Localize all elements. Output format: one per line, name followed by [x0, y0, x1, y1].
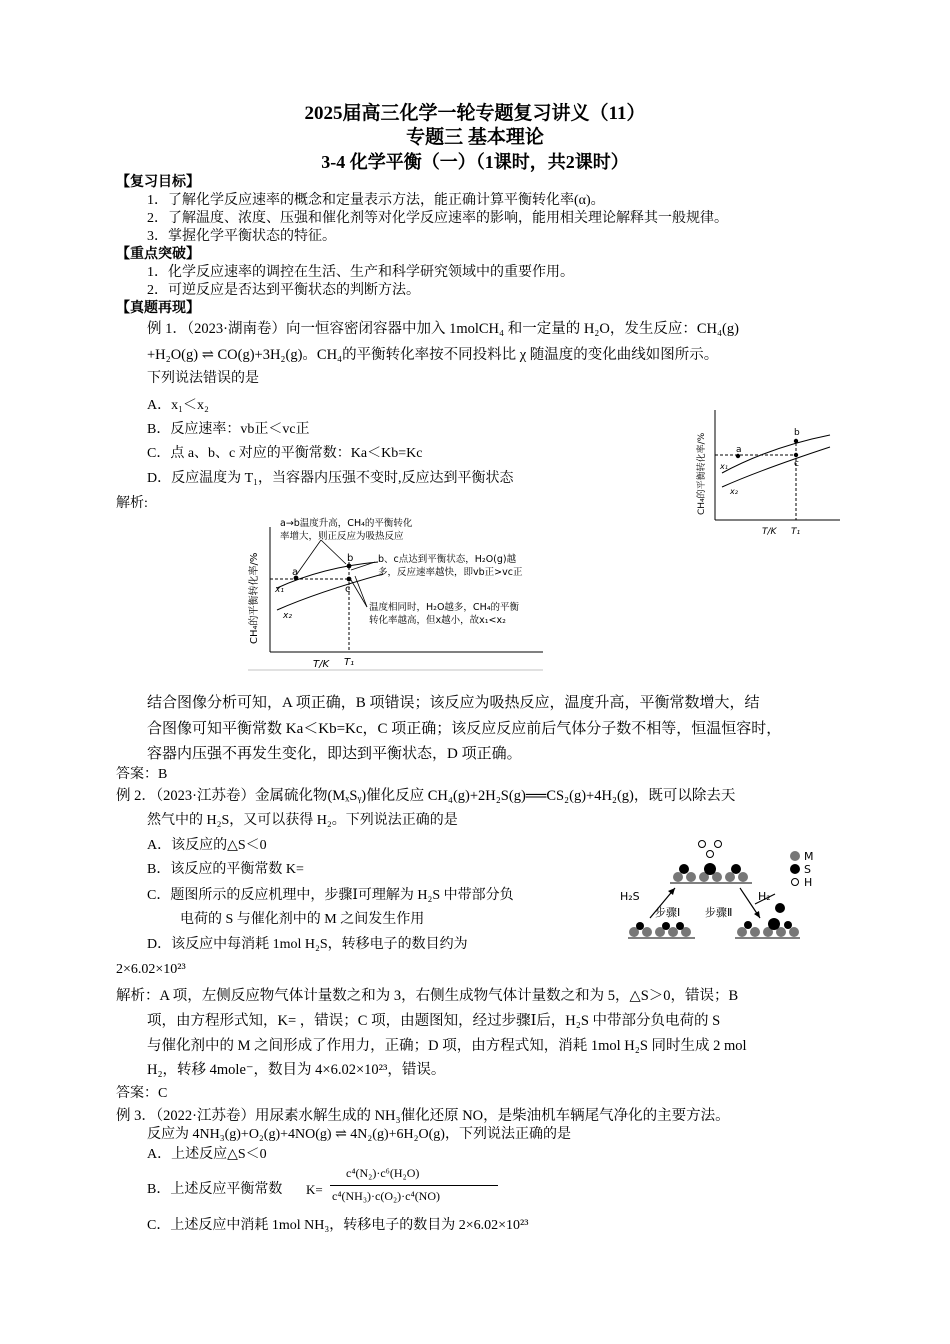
ex1-conclusion-3: 容器内压强不再发生变化，即达到平衡状态，D 项正确。	[147, 746, 522, 762]
ex3-k-prefix: K=	[306, 1182, 323, 1197]
ex2-option-c-line-1: C．题图所示的反应机理中，步骤Ⅰ可理解为 H₂S 中带部分负	[147, 888, 514, 903]
ex1-option-a: A．x₁＜x₂	[147, 398, 209, 413]
ex1-question-chart	[690, 405, 850, 545]
point-b	[794, 439, 798, 443]
legend-s-icon	[790, 864, 800, 874]
ex1-line-2: +H₂O(g) ⇌ CO(g)+3H₂(g)。CH₄的平衡转化率按不同投料比 χ 随温度的变化曲线如图所示。	[147, 347, 719, 363]
title-line-1: 2025届高三化学一轮专题复习讲义（11）	[304, 103, 646, 124]
label-step2: 步骤Ⅱ	[705, 906, 733, 919]
legend-s: S	[804, 863, 811, 876]
goal-item-1: 1．了解化学反应速率的概念和定量表示方法，能正确计算平衡转化率(α)。	[147, 193, 605, 208]
label-yaxis: CH₄的平衡转化率/%	[249, 552, 260, 644]
focus-item-2: 2．可逆反应是否达到平衡状态的判断方法。	[147, 283, 420, 298]
label-x2: x₂	[730, 487, 738, 496]
title-line-2: 专题三 基本理论	[406, 127, 544, 148]
ex2-analysis-2: 项，由方程形式知，K= ，错误；C 项，由题图知，经过步骤Ⅰ后，H₂S 中带部分负电荷的 S	[147, 1013, 721, 1029]
note-1-line-2: 率增大，则正反应为吸热反应	[280, 531, 404, 542]
ex3-option-b: B．上述反应平衡常数	[147, 1182, 283, 1197]
ex1-analysis-label: 解析:	[116, 496, 148, 511]
exam-heading: 【真题再现】	[116, 301, 200, 316]
ex2-mechanism-figure	[620, 836, 840, 946]
ex1-conclusion-2: 合图像可知平衡常数 Ka＜Kb=Kc，C 项正确；该反应反应前后气体分子数不相等，恒温恒容时，	[147, 721, 782, 737]
ex1-line-1: 例 1．（2023·湖南卷）向一恒容密闭容器中加入 1molCH₄ 和一定量的 H₂O，发生反应：CH₄(g)	[147, 321, 739, 337]
ex2-analysis-4: H₂，转移 4mole⁻，数目为 4×6.02×10²³，错误。	[147, 1062, 446, 1078]
label-c: c	[345, 584, 351, 595]
label-c: c	[794, 459, 799, 469]
label-yaxis: CH₄的平衡转化率/%	[697, 432, 707, 515]
label-x1: x₁	[275, 585, 284, 595]
ex1-option-c: C．点 a、b、c 对应的平衡常数：Ka＜Kb=Kc	[147, 446, 423, 461]
label-xaxis: T/K	[313, 659, 330, 670]
ex2-answer: 答案：C	[116, 1086, 168, 1101]
ex2-analysis-3: 与催化剂中的 M 之间形成了作用力，正确；D 项，由方程式知，消耗 1mol H₂S 同时生成 2 mol	[147, 1038, 747, 1054]
ex2-analysis-1: 解析：A 项，左侧反应物气体计量数之和为 3，右侧生成物气体计量数之和为 5，△S＞0，错误；B	[116, 988, 739, 1004]
label-xaxis: T/K	[762, 527, 777, 537]
goals-heading: 【复习目标】	[116, 175, 200, 190]
note-1-line-1: a→b温度升高，CH₄的平衡转化	[280, 518, 413, 529]
label-step1: 步骤Ⅰ	[655, 906, 681, 919]
focus-item-1: 1．化学反应速率的调控在生活、生产和科学研究领域中的重要作用。	[147, 265, 574, 280]
arrow-step2-head	[754, 911, 760, 918]
note-3-line-1: 温度相同时，H₂O越多，CH₄的平衡	[369, 602, 520, 613]
label-x2: x₂	[283, 611, 292, 621]
catalyst-left	[628, 922, 695, 938]
focus-heading: 【重点突破】	[116, 247, 200, 262]
ex3-line-2: 反应为 4NH₃(g)+O₂(g)+4NO(g) ⇌ 4N₂(g)+6H₂O(g)，下列说法正确的是	[147, 1127, 571, 1142]
ex2-line-1: 例 2．（2023·江苏卷）金属硫化物(MₓSᵧ)催化反应 CH₄(g)+2H₂S(g)══CS₂(g)+4H₂(g)，既可以除去天	[116, 788, 736, 804]
point-b	[347, 564, 352, 569]
label-a: a	[736, 445, 742, 455]
note-2-line-1: b、c点达到平衡状态，H₂O(g)越	[378, 554, 517, 565]
goal-item-3: 3．掌握化学平衡状态的特征。	[147, 229, 336, 244]
ex1-option-b: B．反应速率：vb正＜vc正	[147, 422, 310, 437]
label-a: a	[292, 567, 299, 578]
note-2-line-2: 多，反应速率越快，即vb正>vc正	[378, 567, 523, 578]
ex1-conclusion-1: 结合图像分析可知，A 项正确，B 项错误；该反应为吸热反应，温度升高，平衡常数增大，结	[147, 695, 760, 711]
legend-m-icon	[790, 851, 800, 861]
legend-m: M	[804, 850, 814, 863]
label-t1: T₁	[344, 657, 355, 668]
ex2-option-a: A．该反应的△S＜0	[147, 838, 267, 853]
ex2-option-d-line-2: 2×6.02×10²³	[116, 962, 186, 977]
ex1-analysis-chart	[243, 512, 553, 672]
ex3-k-numerator: c⁴(N₂)·c⁶(H₂O)	[346, 1166, 420, 1180]
label-b: b	[794, 428, 800, 438]
ex2-line-2: 然气中的 H₂S，又可以获得 H₂。下列说法正确的是	[147, 813, 458, 828]
ex1-answer: 答案：B	[116, 767, 168, 782]
legend-h-icon	[792, 879, 799, 886]
ex3-k-fraction-bar	[330, 1185, 498, 1186]
ex1-option-d: D．反应温度为 T₁，当容器内压强不变时,反应达到平衡状态	[147, 471, 514, 486]
label-h2: H₂	[758, 890, 771, 903]
pointer-1b	[321, 540, 346, 564]
label-b: b	[347, 553, 354, 564]
ex2-option-b: B．该反应的平衡常数 K=	[147, 862, 304, 877]
label-t1: T₁	[791, 527, 801, 537]
pointer-3b	[351, 580, 367, 607]
point-c	[794, 453, 798, 457]
goal-item-2: 2．了解温度、浓度、压强和催化剂等对化学反应速率的影响，能用相关理论解释其一般规律。	[147, 211, 728, 226]
ex2-option-c-line-2: 电荷的 S 与催化剂中的 M 之间发生作用	[180, 912, 425, 927]
note-3-line-2: 转化率越高，但x越小，故x₁<x₂	[369, 615, 506, 626]
ex3-line-1: 例 3．（2022·江苏卷）用尿素水解生成的 NH₃催化还原 NO，是柴油机车辆尾气净化的主要方法。	[116, 1108, 730, 1124]
point-c	[347, 577, 352, 582]
label-h2s: H₂S	[620, 890, 640, 903]
ex1-line-3: 下列说法错误的是	[147, 371, 259, 386]
title-line-3: 3-4 化学平衡（一）（1课时，共2课时）	[321, 152, 629, 172]
catalyst-top	[670, 841, 752, 884]
ex3-option-a: A．上述反应△S＜0	[147, 1147, 267, 1162]
catalyst-right	[735, 903, 800, 938]
ex2-option-d: D．该反应中每消耗 1mol H₂S，转移电子的数目约为	[147, 937, 468, 952]
ex3-option-c: C．上述反应中消耗 1mol NH₃，转移电子的数目为 2×6.02×10²³	[147, 1218, 529, 1233]
pointer-1a	[297, 540, 321, 574]
label-x1: x₁	[720, 462, 728, 471]
arrow-step1-head	[668, 888, 675, 895]
legend-h: H	[804, 876, 813, 889]
ex3-k-denominator: c⁴(NH₃)·c(O₂)·c⁴(NO)	[332, 1189, 441, 1203]
